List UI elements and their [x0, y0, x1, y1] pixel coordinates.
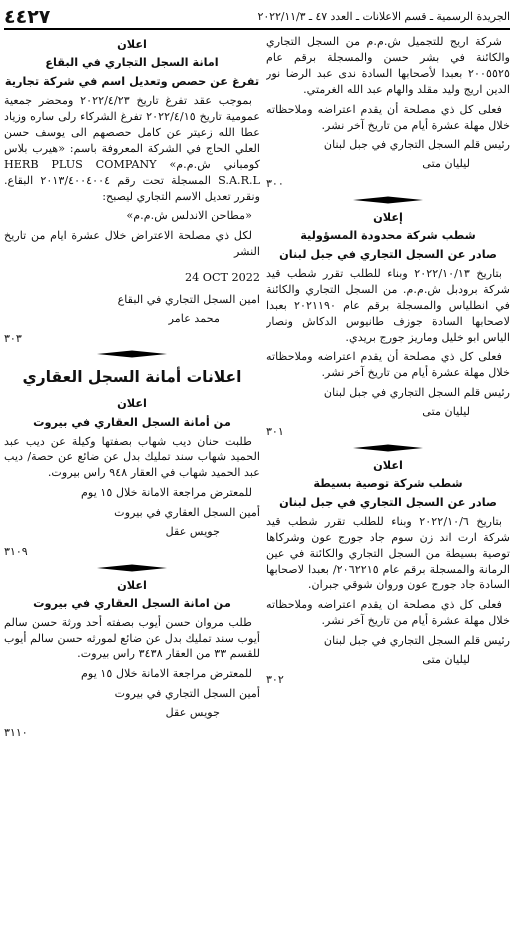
- notice-3109: [4, 396, 260, 559]
- signatory-name: ليليان متى: [422, 157, 470, 171]
- signatory-name: محمد عامر: [168, 311, 220, 325]
- notice-number: ٣٠٣: [4, 331, 22, 345]
- signatory-name: ليليان متى: [422, 653, 470, 667]
- notice-type: اعلان: [117, 397, 147, 411]
- notice-objection: فعلى كل ذي مصلحة ان يقدم اعتراضه وملاحظاته خلال مهلة عشرة أيام من تاريخ آخر نشر.: [266, 598, 510, 628]
- notice-number: ٣٠٢: [266, 672, 284, 686]
- notice-number: ٣٠١: [266, 425, 284, 439]
- notice-type: اعلان: [117, 38, 147, 51]
- notice-objection: للمعترض مراجعة الامانة خلال ١٥ يوم: [80, 486, 252, 500]
- signatory-title: رئيس قلم السجل التجاري في جبل لبنان: [323, 138, 510, 152]
- signatory-title: أمين السجل العقاري في بيروت: [114, 506, 260, 520]
- separator-ornament: [97, 350, 167, 358]
- header-title: الجريدة الرسمية ـ قسم الاعلانات ـ العدد ٤٧ ـ ٢٠٢٢/١١/٣: [257, 10, 510, 23]
- separator-ornament: [97, 564, 167, 572]
- notice-302: [266, 458, 510, 688]
- separator-ornament: [353, 196, 423, 204]
- notice-date: 24 OCT 2022: [184, 271, 260, 285]
- notice-title: امانة السجل التجاري في البقاع: [45, 56, 219, 70]
- notice-issuer: صادر عن السجل التجاري في جبل لبنان: [279, 247, 497, 261]
- notice-issuer: من أمانة السجل العقاري في بيروت: [33, 415, 231, 429]
- notice-objection: لكل ذي مصلحة الاعتراض خلال عشرة ايام من تاريخ النشر: [4, 229, 260, 259]
- notice-title: شطب شركة توصية بسيطة: [313, 476, 463, 490]
- signatory-name: ليليان متى: [422, 405, 470, 419]
- notice-type: إعلان: [373, 210, 403, 224]
- notice-body: بتاريخ ٢٠٢٢/١٠/١٣ وبناء للطلب تقرر شطب قيد شركة برودبل ش.م.م. من السجل التجاري والكائنة في انطلياس والمسجلة برقم عام ٢٠٢١١٩٠ بعبدا لاصحابها السادة جوزف طانيوس الدكاش ونصار الياس ابو خليل وماريز جورج بريدي.: [266, 266, 510, 344]
- signatory-name: جويس عقل: [165, 706, 220, 720]
- page-header: [4, 4, 510, 30]
- signatory-name: جويس عقل: [165, 525, 220, 539]
- notice-objection: فعلى كل ذي مصلحة أن يقدم اعتراضه وملاحظاته خلال مهلة عشرة أيام من تاريخ آخر نشر.: [266, 350, 510, 380]
- section-title: اعلانات أمانة السجل العقاري: [22, 368, 242, 387]
- signatory-title: أمين السجل التجاري في بيروت: [114, 687, 260, 701]
- notice-subject: تفرغ عن حصص وتعديل اسم في شركة تجارية: [4, 75, 260, 89]
- notice-300: [266, 34, 510, 192]
- notice-objection: فعلى كل ذي مصلحة أن يقدم اعتراضه وملاحظاته خلال مهلة عشرة أيام من تاريخ آخر نشر.: [266, 102, 510, 132]
- new-trade-name: «مطاحن الاندلس ش.م.م»: [126, 209, 252, 223]
- notice-body: طلب مروان حسن أيوب بصفته أحد ورثة حسن سالم أيوب سند تمليك بدل عن ضائع لمورثه حسن سالم أيوب للقسم ٣٣ من العقار ٣٤٣٨ راس بيروت.: [4, 615, 260, 661]
- notice-type: اعلان: [117, 578, 147, 592]
- signatory-title: رئيس قلم السجل التجاري في جبل لبنان: [323, 386, 510, 400]
- notice-number: ٣١١٠: [4, 726, 28, 740]
- notice-objection: للمعترض مراجعة الامانة خلال ١٥ يوم: [80, 667, 252, 681]
- notice-body: بموجب عقد تفرغ تاريخ ٢٠٢٢/٤/٢٣ ومحضر جمعية عمومية تاريخ ٢٠٢٢/٤/١٥ تفرغ الشركاء رلى ساره وزياد عطا الله زعيتر عن كامل حصصهم الى يوسف حسن العلي الحاج في الشركة المعروفة باسم: «هيرب بلاس كومباني ش.م.م» HERB PLUS COMPANY S.A.R.L المسجلة تحت رقم ٢٠١٣/٤٠٠٤٠٠٤ البقاع. ونقرر تعديل الاسم التجاري ليصبح:: [4, 94, 260, 203]
- signatory-title: امين السجل التجاري في البقاع: [117, 293, 260, 307]
- notice-number: ٣٠٠: [266, 177, 284, 191]
- notice-body: بتاريخ ٢٠٢٢/١٠/٦ وبناء للطلب تقرر شطب قيد شركة ارت اند زن سوم جاد جورج عون وشركاها توصية بسيطة من السجل التجاري والكائنة في عين الرمانة والمسجلة برقم عام ٢٠٦٢٢١٥/ بعبدا لاصحابها السادة جاد جورج عون وروان شوقي جبران.: [266, 514, 510, 592]
- notice-303: [4, 37, 260, 346]
- page-number: ٤٤٢٧: [4, 6, 51, 28]
- right-column: [266, 34, 510, 930]
- signatory-title: رئيس قلم السجل التجاري في جبل لبنان: [323, 634, 510, 648]
- notice-number: ٣١٠٩: [4, 544, 28, 558]
- notice-issuer: من امانة السجل العقاري في بيروت: [33, 596, 231, 610]
- notice-body: شركة اريج للتجميل ش.م.م من السجل التجاري والكائنة في بشر حسن والمسجلة برقم عام ٢٠٠٥٥٢٥ بعبدا لأصحابها السادة ندى عبد الرضا نور الدين اريج وليد مقلد والهام عبد الله الغرمتي.: [266, 35, 510, 96]
- notice-301: [266, 210, 510, 440]
- notice-body: طلبت حنان ديب شهاب بصفتها وكيلة عن ديب عبد الحميد شهاب سند تمليك بدل عن ضائع عن حصة/ ديب عبد الحميد شهاب في العقار ٩٤٨ راس بيروت.: [4, 434, 260, 480]
- notice-type: اعلان: [373, 458, 403, 472]
- notice-issuer: صادر عن السجل التجاري في جبل لبنان: [279, 495, 497, 509]
- left-column: [4, 34, 260, 930]
- notice-title: شطب شركة محدودة المسؤولية: [300, 228, 476, 242]
- notice-3110: [4, 578, 260, 741]
- separator-ornament: [353, 444, 423, 452]
